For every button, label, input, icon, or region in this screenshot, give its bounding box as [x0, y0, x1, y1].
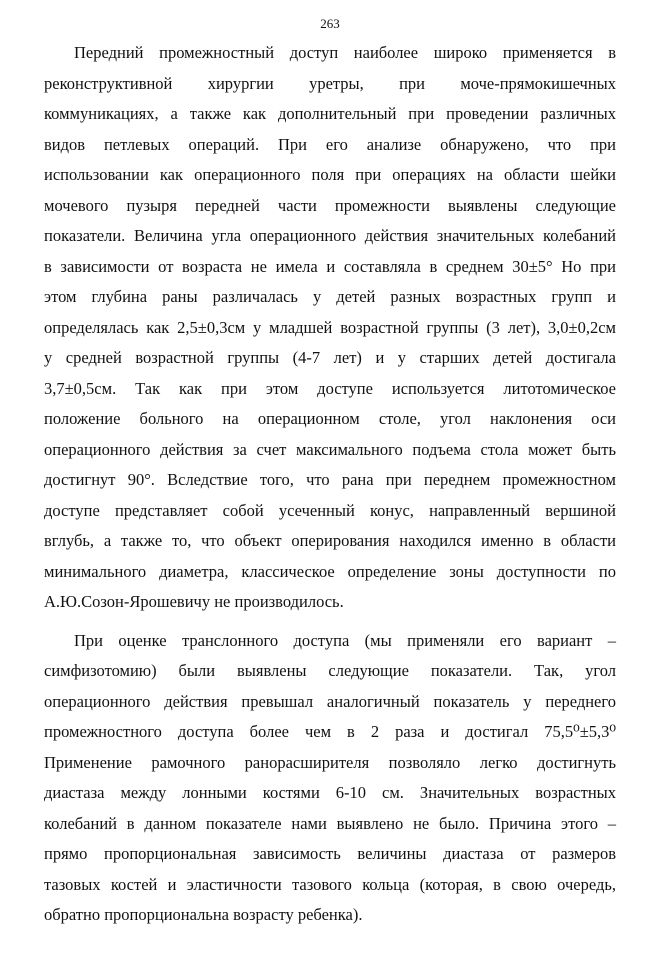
- text-line: доступе представляет собой усеченный конус, направленный вершиной: [44, 500, 616, 520]
- text-line: положение больного на операционном столе, угол наклонения оси: [44, 409, 616, 428]
- text-line: тазовых костей и эластичности тазового кольца (которая, в свою очередь,: [44, 874, 616, 894]
- text-line: колебаний в данном показателе нами выявлено не было. Причина этого –: [44, 813, 616, 833]
- text-line: мочевого пузыря передней части промежности выявлены следующие: [44, 195, 616, 215]
- text-line: Передний промежностный доступ наиболее широко применяется в: [74, 43, 616, 62]
- text-line: При оценке транслонного доступа (мы применяли его вариант –: [74, 630, 616, 650]
- paragraph: [44, 626, 616, 931]
- text-line: А.Ю.Созон-Ярошевичу не производилось.: [44, 592, 344, 611]
- text-line: диастаза между лонными костями 6-10 см. Значительных возрастных: [44, 783, 616, 802]
- text-line: достигнут 90°. Вследствие того, что рана при переднем промежностном: [44, 470, 616, 489]
- text-line: этом глубина раны различалась у детей разных возрастных групп и: [44, 287, 616, 306]
- text-line: реконструктивной хирургии уретры, при моче-прямокишечных: [44, 73, 616, 93]
- text-line: показатели. Величина угла операционного действия значительных колебаний: [44, 226, 616, 245]
- text-line: 3,7±0,5см. Так как при этом доступе используется литотомическое: [44, 378, 616, 398]
- text-line: у средней возрастной группы (4-7 лет) и у старших детей достигала: [44, 348, 616, 367]
- text-line: минимального диаметра, классическое определение зоны доступности по: [44, 561, 616, 581]
- body-text: [44, 38, 616, 931]
- paragraph-gap: [44, 618, 616, 626]
- page-number: 263: [320, 16, 340, 31]
- text-line: в зависимости от возраста не имела и составляла в среднем 30±5° Но при: [44, 256, 616, 276]
- text-line: промежностного доступа более чем в 2 раза и достигал 75,5⁰±5,3⁰: [44, 722, 616, 741]
- text-line: вглубь, а также то, что объект оперирования находился именно в области: [44, 531, 616, 550]
- text-line: операционного действия превышал аналогичный показатель у переднего: [44, 691, 616, 711]
- text-line: использовании как операционного поля при операциях на области шейки: [44, 165, 616, 184]
- text-line: определялась как 2,5±0,3см у младшей возрастной группы (3 лет), 3,0±0,2см: [44, 317, 616, 337]
- text-line: прямо пропорциональная зависимость величины диастаза от размеров: [44, 844, 616, 863]
- text-line: операционного действия за счет максимального подъема стола может быть: [44, 439, 616, 459]
- text-line: обратно пропорциональна возрасту ребенка).: [44, 905, 363, 924]
- text-line: видов петлевых операций. При его анализе обнаружено, что при: [44, 134, 616, 154]
- text-line: симфизотомию) были выявлены следующие показатели. Так, угол: [44, 661, 616, 680]
- text-line: Применение рамочного ранорасширителя позволяло легко достигнуть: [44, 752, 616, 772]
- text-line: коммуникациях, а также как дополнительный при проведении различных: [44, 104, 616, 123]
- paragraph: [44, 38, 616, 618]
